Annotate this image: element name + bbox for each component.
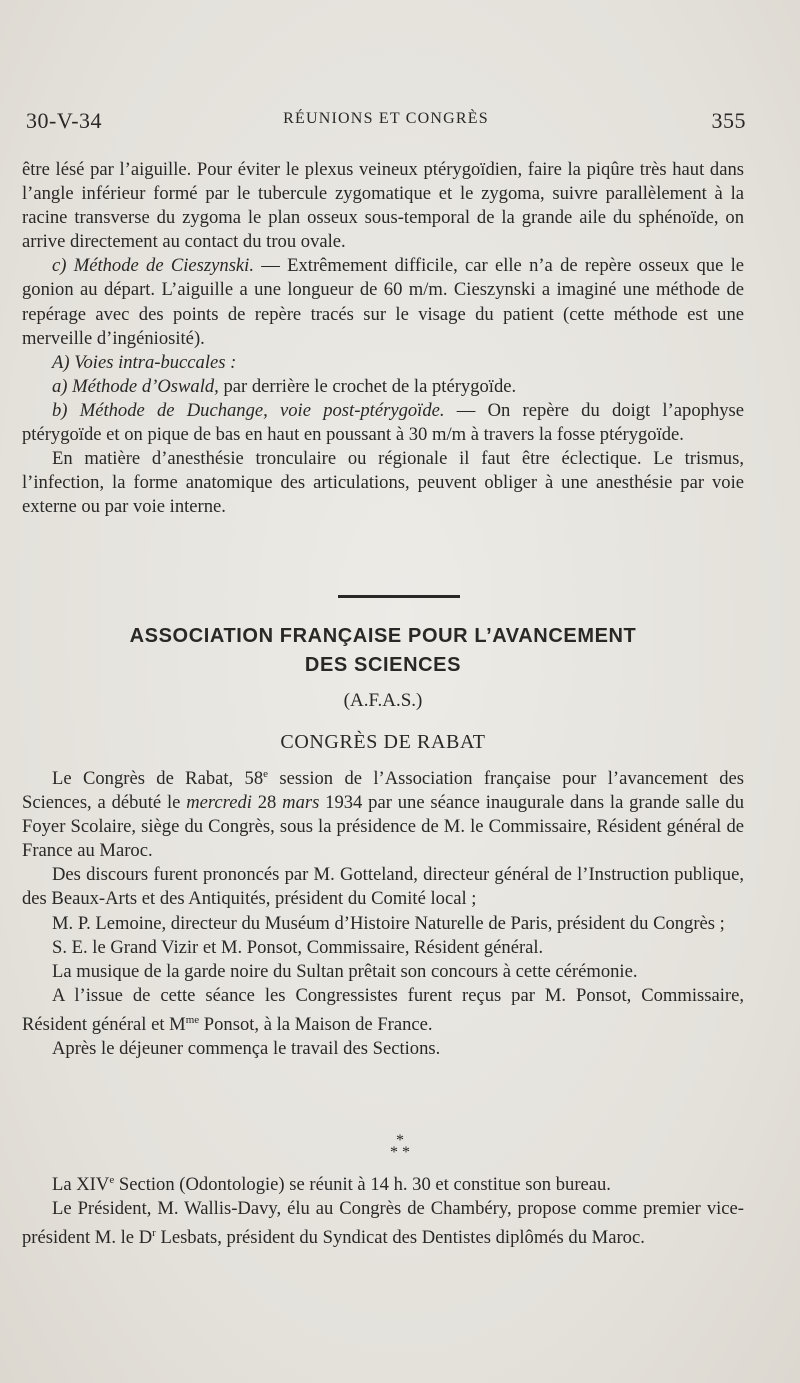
rabat-paragraph-7: Après le déjeuner commença le travail des Sections. (52, 1038, 441, 1060)
section-subtitle: CONGRÈS DE RABAT (280, 731, 486, 753)
rabat-paragraph-6 (22, 984, 744, 1037)
asterism-bottom: * * (390, 1144, 410, 1161)
paragraph-continuation: être lésé par l’aiguille. Pour éviter le plexus veineux ptérygoïdien, faire la piqûre très haut dans l’angle inférieur formé par le tubercule zygomatique et le zygoma, suivre parallèlement à la racine transverse du zygoma le plan osseux sous-temporal de la grande aile du sphénoïde, on arrive directement au contact du trou ovale. (22, 159, 744, 253)
rabat-p1-c: 28 (251, 792, 283, 814)
rabat-paragraph-1 (22, 762, 744, 863)
methode-b-label: b) Méthode de Duchange, voie post-ptérygoïde. (52, 399, 445, 421)
rabat-p1-b: session de l’Association française pour l’avancement des Sciences, a débuté le (22, 768, 744, 814)
rabat-paragraph-5: La musique de la garde noire du Sultan prêtait son concours à cette cérémonie. (52, 960, 638, 982)
section-title-line1: ASSOCIATION FRANÇAISE POUR L’AVANCEMENT (129, 625, 637, 647)
rabat-p6-b: Ponsot, à la Maison de France. (199, 1013, 433, 1035)
section14-p1-b: Section (Odontologie) se réunit à 14 h. 30 et constitue son bureau. (114, 1174, 611, 1195)
section14-p1-a: La XIV (52, 1174, 110, 1195)
section14-p2-a: Le Président, M. Wallis-Davy, élu au Congrès de Chambéry, propose comme premier vice-président M. le D (22, 1198, 744, 1249)
section14-text-block (22, 1168, 744, 1250)
paragraph-conclusion: En matière d’anesthésie tronculaire ou régionale il faut être éclectique. Le trismus, l’infection, la forme anatomique des articulations, peuvent obliger à une anesthésie par voie externe ou par voie interne. (22, 448, 744, 518)
rabat-p1-sup: e (263, 768, 269, 780)
section-title (22, 622, 744, 680)
section-title-line2: DES SCIENCES (304, 654, 462, 676)
section14-paragraph-2 (22, 1197, 744, 1250)
section14-p2-b: Lesbats, président du Syndicat des Dentistes diplômés du Maroc. (155, 1227, 645, 1249)
rabat-paragraph-3: M. P. Lemoine, directeur du Muséum d’Histoire Naturelle de Paris, président du Congrès ; (52, 912, 725, 934)
running-header (26, 108, 746, 138)
section14-p2-sup: r (152, 1227, 156, 1240)
rabat-text-block (22, 762, 744, 1061)
page-number: 355 (711, 108, 746, 133)
asterism-separator (0, 1132, 800, 1161)
methode-a-text: par derrière le crochet de la ptérygoïde. (223, 375, 517, 397)
rabat-p6-sup: me (185, 1013, 200, 1026)
asterism-top: * (396, 1132, 404, 1149)
section-divider-rule (338, 595, 460, 598)
rabat-p1-weekday: mercredi (186, 792, 252, 814)
rabat-p1-d: 1934 par une séance inaugurale dans la grande salle du Foyer Scolaire, siège du Congrès, sous la présidence de M. le Commissaire, Résident général de France au Maroc. (22, 792, 745, 862)
paragraph-methode-a (22, 375, 744, 399)
methode-b-text: — On repère du doigt l’apophyse ptérygoïde et on pique de bas en haut en poussant à 30 m/m à travers la fosse ptérygoïde. (22, 399, 744, 446)
top-text-block (22, 158, 744, 519)
voies-heading: A) Voies intra-buccales : (52, 351, 237, 373)
methode-a-label: a) Méthode d’Oswald, (52, 375, 219, 397)
paragraph-methode-b (22, 399, 744, 447)
rabat-paragraph-4: S. E. le Grand Vizir et M. Ponsot, Commissaire, Résident général. (52, 936, 544, 958)
section14-paragraph-1 (22, 1168, 744, 1197)
methode-c-label: c) Méthode de Cieszynski. (52, 255, 254, 277)
section14-p1-sup: e (109, 1174, 115, 1186)
methode-c-text: — Extrêmement difficile, car elle n’a de repère osseux que le gonion au départ. L’aiguille a une longueur de 60 m/m. Cieszynski a imaginé une méthode de repérage avec des points de repère tracés sur le visage du patient (cette méthode est une merveille d’ingéniosité). (22, 255, 745, 349)
header-date: 30-V-34 (26, 108, 103, 133)
rabat-p1-a: Le Congrès de Rabat, 58 (52, 768, 264, 789)
section-abbreviation: (A.F.A.S.) (343, 690, 423, 711)
rabat-p6-a: A l’issue de cette séance les Congressistes furent reçus par M. Ponsot, Commissaire, Résident général et M (22, 984, 744, 1035)
header-title: RÉUNIONS ET CONGRÈS (283, 110, 489, 127)
rabat-paragraph-2: Des discours furent prononcés par M. Gotteland, directeur général de l’Instruction publique, des Beaux-Arts et des Antiquités, président du Comité local ; (22, 864, 744, 910)
rabat-p1-month: mars (282, 792, 320, 814)
paragraph-methode-c (22, 254, 744, 350)
